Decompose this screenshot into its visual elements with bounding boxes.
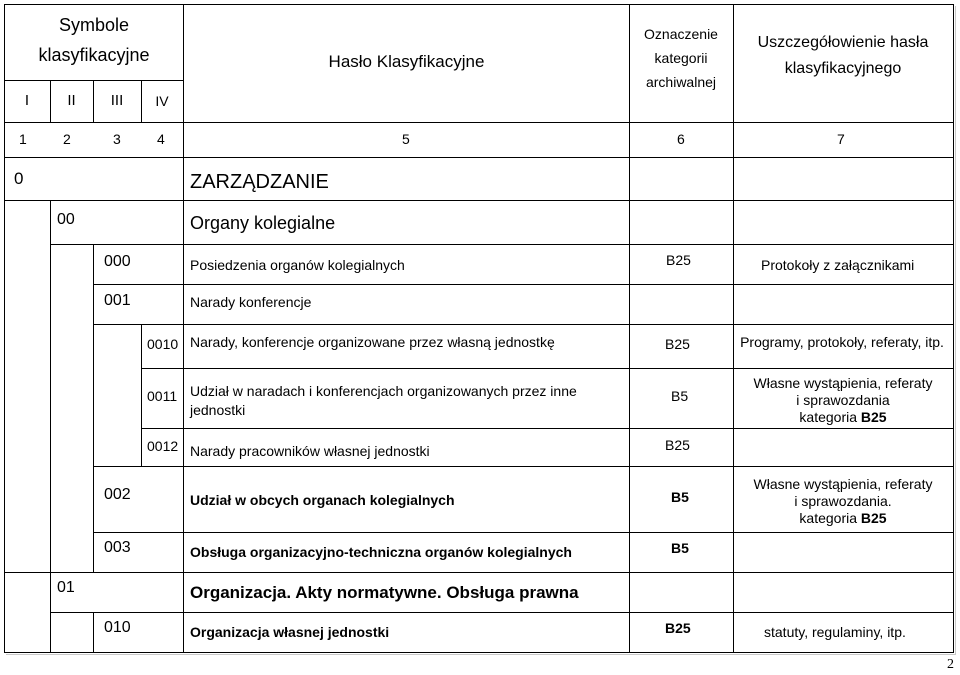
row-category: B25 — [665, 437, 690, 453]
row-title: Udział w naradach i konferencjach organizowanych przez inne jednostki — [190, 383, 577, 418]
colnum-1: 1 — [19, 131, 27, 147]
category-prefix: kategoria — [799, 409, 861, 425]
colnum-3: 3 — [113, 131, 121, 147]
row-title: Narady pracowników własnej jednostki — [190, 443, 430, 459]
row-details-line3 — [736, 510, 950, 527]
row-line-002 — [93, 532, 954, 533]
colnum-5: 5 — [402, 131, 410, 147]
row-line-0010 — [141, 368, 954, 369]
row-title: Organy kolegialne — [190, 213, 336, 233]
header-level-1: I — [24, 92, 30, 109]
row-title: Obsługa organizacyjno-techniczna organów kolegialnych — [190, 544, 572, 560]
row-line-01 — [50, 612, 954, 613]
row-line-00 — [50, 244, 954, 245]
row-line-003 — [4, 572, 954, 573]
row-title: Organizacja własnej jednostki — [190, 624, 390, 640]
colnum-6: 6 — [677, 131, 685, 147]
header-levels-line — [4, 80, 184, 81]
row-symbol: 0011 — [147, 388, 178, 404]
col-divider-6 — [733, 4, 734, 652]
table-border-bottom — [4, 652, 954, 653]
category-code: B25 — [860, 510, 887, 526]
row-details: statuty, regulaminy, itp. — [764, 624, 906, 640]
row-category: B25 — [666, 252, 691, 268]
row-symbol: 001 — [104, 292, 131, 309]
colnum-4: 4 — [157, 131, 165, 147]
row-category: B5 — [671, 388, 689, 404]
category-code: B25 — [860, 409, 887, 425]
table-border-top — [4, 4, 954, 5]
col-divider-4 — [183, 4, 184, 652]
header-bottom-line — [4, 122, 954, 123]
row-details: Protokoły z załącznikami — [761, 257, 915, 273]
indent-line-4 — [93, 612, 94, 652]
table-border-right — [953, 4, 954, 652]
header-level-4: IV — [155, 93, 169, 109]
row-details-line1: Własne wystąpienia, referaty — [753, 476, 933, 492]
row-title: Narady konferencje — [190, 294, 312, 310]
row-line-0 — [4, 200, 954, 201]
row-category: B25 — [665, 336, 690, 352]
row-symbol: 0010 — [147, 336, 179, 352]
row-symbol: 00 — [57, 211, 75, 228]
row-title: Narady, konferencje organizowane przez własną jednostkę — [190, 334, 555, 350]
indent-line-3 — [141, 324, 142, 466]
header-haslo: Hasło Klasyfikacyjne — [328, 52, 485, 71]
row-details: Programy, protokoły, referaty, itp. — [740, 334, 944, 350]
table-shadow-right — [955, 6, 956, 654]
row-symbol: 010 — [104, 619, 131, 636]
row-details-line2: i sprawozdania — [796, 392, 890, 408]
colnum-2: 2 — [63, 131, 71, 147]
row-details-line2: i sprawozdania. — [794, 493, 892, 509]
indent-line-1 — [50, 200, 51, 652]
row-symbol: 01 — [57, 579, 75, 596]
row-details-line3 — [736, 409, 950, 426]
row-symbol: 003 — [104, 539, 131, 556]
row-line-0011 — [141, 428, 954, 429]
header-level-2: II — [67, 92, 76, 109]
row-title: Posiedzenia organów kolegialnych — [190, 257, 405, 273]
row-symbol: 0 — [14, 169, 24, 188]
colnum-bottom-line — [4, 157, 954, 158]
row-line-000 — [93, 284, 954, 285]
row-symbol: 0012 — [147, 438, 179, 454]
table-shadow-bottom — [6, 654, 956, 655]
indent-line-2 — [93, 244, 94, 572]
row-symbol: 002 — [104, 486, 131, 503]
row-title: ZARZĄDZANIE — [190, 171, 329, 193]
row-title: Udział w obcych organach kolegialnych — [190, 492, 455, 508]
row-category: B5 — [671, 540, 689, 556]
header-uszczegolowienie: Uszczegółowienie hasła klasyfikacyjnego — [757, 34, 929, 77]
row-line-001 — [93, 324, 954, 325]
row-symbol: 000 — [104, 253, 131, 270]
row-title: Organizacja. Akty normatywne. Obsługa prawna — [190, 583, 579, 602]
header-symbols-title: Symbole klasyfikacyjne — [38, 15, 150, 65]
row-details-line1: Własne wystąpienia, referaty — [753, 375, 933, 391]
page-number: 2 — [947, 657, 954, 672]
colnum-7: 7 — [837, 131, 845, 147]
row-category: B25 — [665, 620, 691, 636]
row-line-0012 — [93, 466, 954, 467]
row-category: B5 — [671, 489, 689, 505]
col-divider-5 — [629, 4, 630, 652]
category-prefix: kategoria — [799, 510, 861, 526]
header-oznaczenie: Oznaczenie kategorii archiwalnej — [644, 26, 718, 90]
header-level-3: III — [110, 92, 124, 109]
